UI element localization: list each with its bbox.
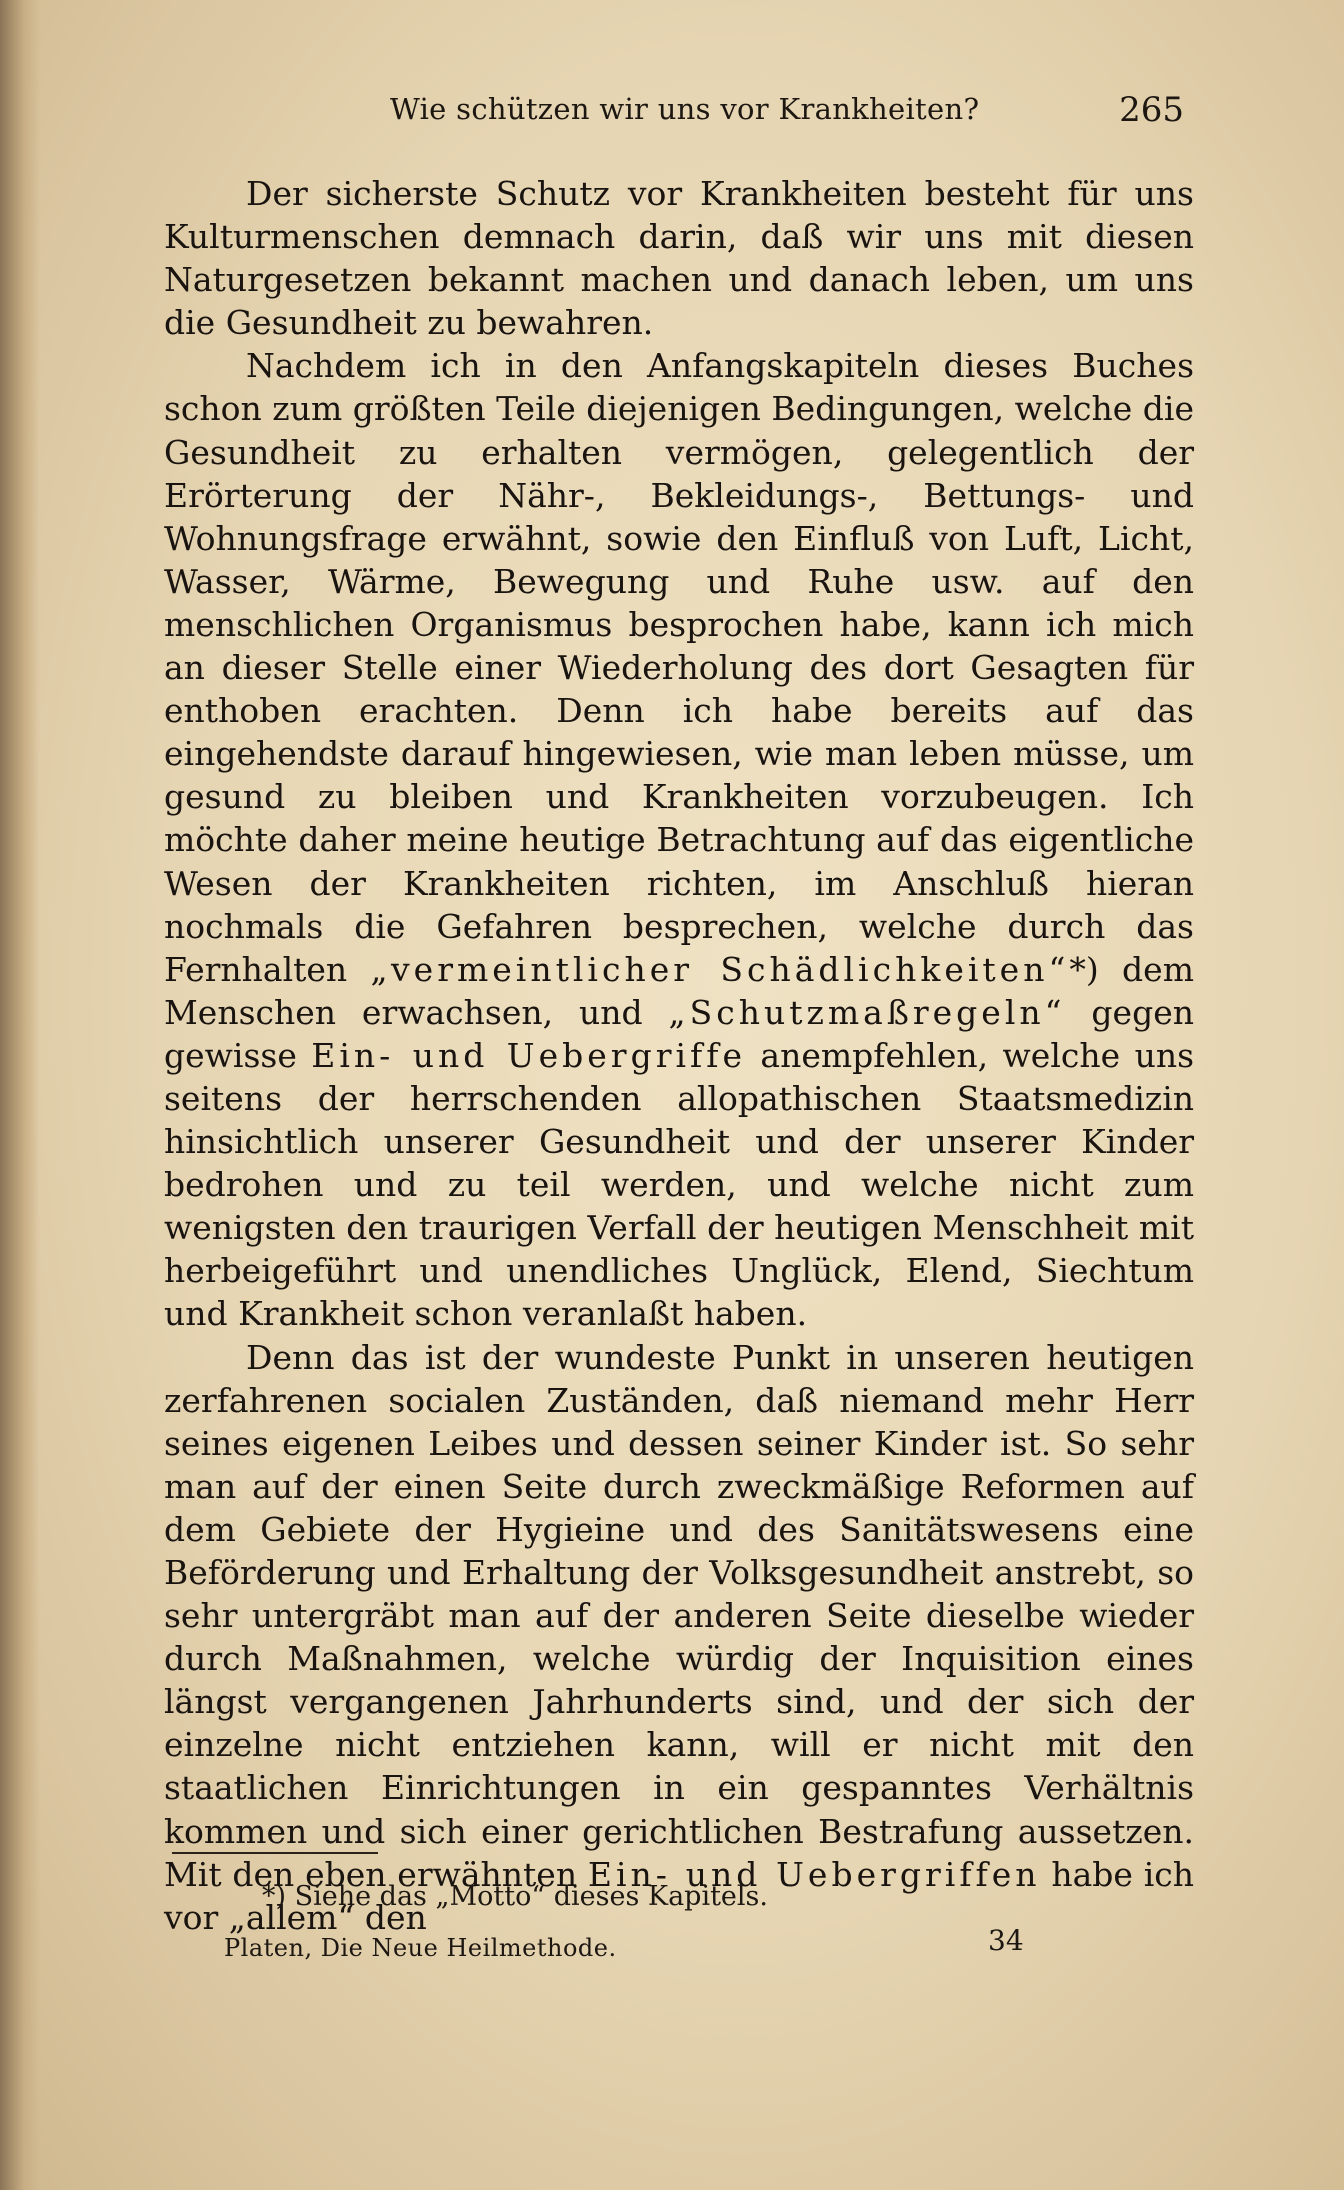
paragraph-2-spaced-2: „Schutzmaßregeln“ (668, 992, 1066, 1032)
paragraph-1: Der sicherste Schutz vor Krankheiten besteht für uns Kulturmenschen demnach darin, daß wir uns mit diesen Naturgesetzen bekannt machen und danach leben, um uns die Gesundheit zu bewahren. (164, 174, 1194, 343)
signature-mark: 34 (988, 1924, 1024, 1957)
body-text (164, 172, 1194, 1939)
paragraph-2-spaced-1: „vermeintlicher Schädlichkeiten“ (370, 949, 1070, 989)
signature-line: Platen, Die Neue Heilmethode. (224, 1934, 617, 1962)
running-head (172, 92, 1184, 142)
paragraph-2-text-end: anempfehlen, welche uns seitens der herrschenden allopathischen Staatsmedizin hinsichtlich unserer Gesundheit und der unserer Kinder bedrohen und zu teil werden, und welche nicht zum wenigsten den traurigen Verfall der heutigen Menschheit mit herbeigeführt und unendliches Unglück, Elend, Siechtum und Krankheit schon veranlaßt haben. (164, 1035, 1195, 1334)
paragraph-3-spaced: Ein- und Uebergriffen (587, 1854, 1041, 1894)
running-title: Wie schützen wir uns vor Krankheiten? (390, 92, 980, 126)
footnote: *) Siehe das „Motto“ dieses Kapitels. (262, 1881, 768, 1912)
paragraph-2-text-middle: *) dem Menschen erwachsen, und (164, 949, 1194, 1032)
page-number: 265 (1119, 90, 1184, 130)
paragraph-2 (164, 344, 1194, 1335)
paragraph-2-spaced-3: Ein- und Uebergriffe (311, 1035, 746, 1075)
paragraph-2-text-middle-2: gegen gewisse (164, 992, 1194, 1075)
paragraph-2-text: Nachdem ich in den Anfangskapiteln dieses Buches schon zum größten Teile diejenigen Bedingungen, welche die Gesundheit zu erhalten vermögen, gelegentlich der Erörterung der Nähr-, Bekleidungs-, Bettungs- und Wohnungsfrage erwähnt, sowie den Einfluß von Luft, Licht, Wasser, Wärme, Bewegung und Ruhe usw. auf den menschlichen Organismus besprochen habe, kann ich mich an dieser Stelle einer Wiederholung des dort Gesagten für enthoben erachten. Denn ich habe bereits auf das eingehendste darauf hingewiesen, wie man leben müsse, um gesund zu bleiben und Krankheiten vorzubeugen. Ich möchte daher meine heutige Betrachtung auf das eigentliche Wesen der Krankheiten richten, im Anschluß hieran nochmals die Gefahren besprechen, welche durch das Fernhalten (164, 346, 1194, 989)
footnote-rule (172, 1852, 378, 1854)
paragraph-3-text-end: habe ich vor „allem“ den (164, 1854, 1195, 1937)
paragraph-3-text: Denn das ist der wundeste Punkt in unseren heutigen zerfahrenen socialen Zuständen, daß niemand mehr Herr seines eigenen Leibes und dessen seiner Kinder ist. So sehr man auf der einen Seite durch zweckmäßige Reformen auf dem Gebiete der Hygieine und des Sanitätswesens eine Beförderung und Erhaltung der Volksgesundheit anstrebt, so sehr untergräbt man auf der anderen Seite dieselbe wieder durch Maßnahmen, welche würdig der Inquisition eines längst vergangenen Jahrhunderts sind, und der sich der einzelne nicht entziehen kann, will er nicht mit den staatlichen Einrichtungen in ein gespanntes Verhältnis kommen und sich einer gerichtlichen Bestrafung aussetzen. Mit den eben erwähnten (164, 1337, 1194, 1894)
binding-shadow (0, 0, 40, 2190)
paragraph-3 (164, 1336, 1194, 1939)
